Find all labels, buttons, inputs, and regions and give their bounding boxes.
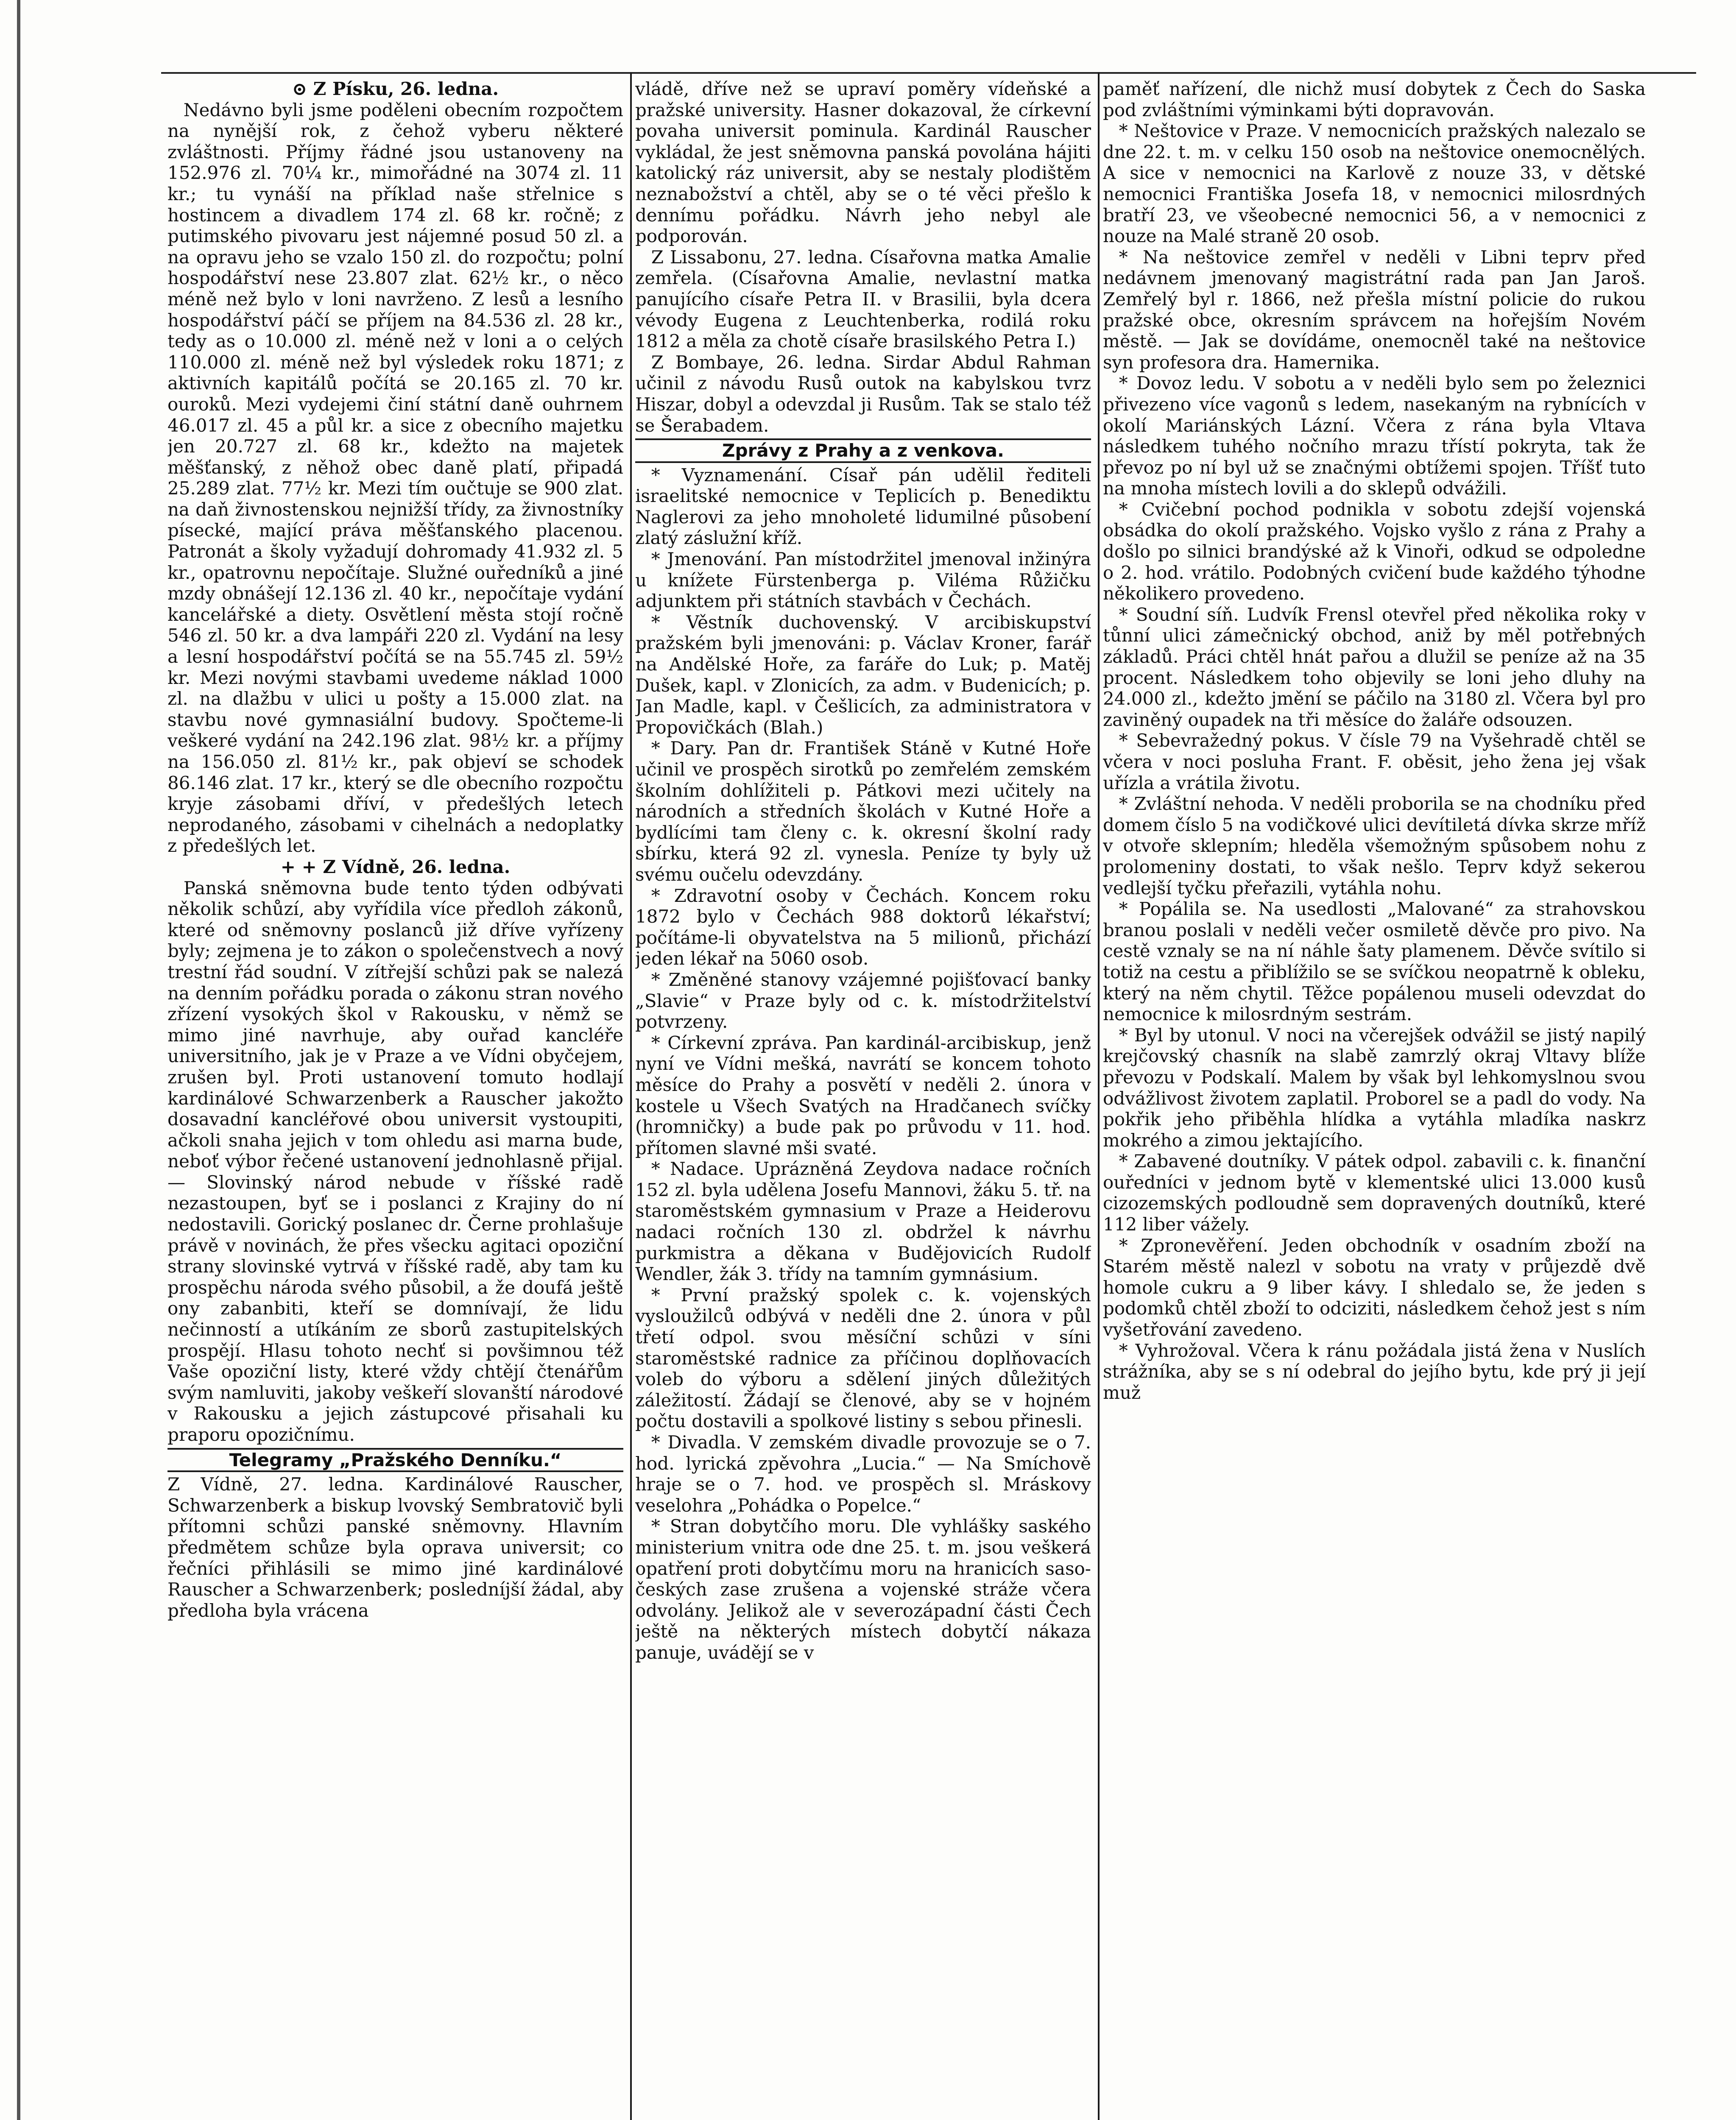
news-item-cont: paměť nařízení, dle nichž musí dobytek z Čech do Saska pod zvláštními výminkami býti dopravován. (1103, 78, 1646, 120)
news-item: * Zpronevěření. Jeden obchodník v osadním zboží na Starém městě nalezl v sobotu na vraty v průjezdě dvě homole cukru a 9 liber kávy. I shledalo se, že jeden s podomků chtěl zboží to odciziti, následkem čehož jest s ním vyšetřování zavedeno. (1103, 1235, 1646, 1340)
news-item: * Byl by utonul. V noci na včerejšek odvážil se jistý napilý krejčovský chasník na slabě zamrzlý okraj Vltavy blíže převozu v Podskalí. Malem by však byl lehkomyslnou svou odvážlivost životem zaplatil. Proborel se a padl do vody. Na pokřik jeho přiběhla hlídka a vytáhla mladíka naskrz mokrého a zimou jektajícího. (1103, 1024, 1646, 1151)
news-item: * Dary. Pan dr. František Stáně v Kutné Hoře učinil ve prospěch sirotků po zemřelém zemském školním dohlížiteli p. Pátkovi mezi učitely na národních a středních školách v Kutné Hoře a bydlícími tam členy c. k. okresní školní rady sbírku, která 92 zl. vynesla. Peníze ty byly už svému oučelu odevzdány. (635, 738, 1091, 885)
news-item: * Sebevražedný pokus. V čísle 79 na Vyšehradě chtěl se včera v noci posluha Frant. F. oběsit, jeho žena jej však uřízla a vrátila životu. (1103, 730, 1646, 793)
telegram-bombay: Z Bombaye, 26. ledna. Sirdar Abdul Rahman učinil z návodu Rusů outok na kabylskou tvrz Hiszar, dobyl a odevzdal ji Rusům. Tak se stalo též se Šerabadem. (635, 351, 1091, 436)
telegram-vienna: Z Vídně, 27. ledna. Kardinálové Rauscher, Schwarzenberk a biskup lvovský Sembratovič byli přítomni schůzi panské sněmovny. Hlavním předmětem schůze byla oprava universit; co řečníci přihlásili se mimo jiné kardinálové Rauscher a Schwarzenberk; posledníjší žádal, aby předloha byla vrácena (167, 1474, 623, 1621)
news-item: * Vyhrožoval. Včera k ránu požádala jistá žena v Nuslích strážníka, aby se s ní odebral do jejího bytu, kde prý ji její muž (1103, 1340, 1646, 1403)
column-2 (635, 78, 1091, 1663)
news-item: * Vyznamenání. Císař pán udělil řediteli israelitské nemocnice v Teplicích p. Benediktu Naglerovi za jeho mnoholeté lidumilné působení zlatý záslužní kříž. (635, 464, 1091, 549)
telegrams-heading: Telegramy „Pražského Denníku.“ (167, 1448, 623, 1473)
news-item: * Církevní zpráva. Pan kardinál-arcibiskup, jenž nyní ve Vídni mešká, navrátí se koncem tohoto měsíce do Prahy a posvětí v neděli 2. února v kostele u Všech Svatých na Hradčanech svíčky (hromničky) a bude pak po průvodu v 11. hod. přítomen slavné mši svaté. (635, 1032, 1091, 1158)
news-item: * Popálila se. Na usedlosti „Malované“ za strahovskou branou poslali v neděli večer osmiletě děvče pro pivo. Na cestě vznaly se na ní náhle šaty plamenem. Děvče svítilo si totiž na cestu a přiblížilo se se svíčkou neopatrně k obleku, který na něm chytil. Těžce popálenou museli odevzdat do nemocnice k milosrdným sestrám. (1103, 898, 1646, 1025)
column-1 (167, 78, 623, 1621)
news-item: * První pražský spolek c. k. vojenských vysloužilců odbývá v neděli dne 2. února v půl třetí odpol. svou měsíční schůzi v síni staroměstské radnice za příčinou doplňovacích voleb do výboru a sdělení jiných důležitých záležitostí. Žádají se členové, aby se v hojném počtu dostavili a spolkové listiny s sebou přinesli. (635, 1284, 1091, 1432)
news-item: * Neštovice v Praze. V nemocnicích pražských nalezalo se dne 22. t. m. v celku 150 osob na neštovice onemocnělých. A sice v nemocnici na Karlově z nouze 33, v dětské nemocnici Františka Josefa 18, v nemocnici milosrdných bratří 23, ve všeobecné nemocnici 56, a v nemocnici z nouze na Malé straně 20 osob. (1103, 120, 1646, 247)
news-item: * Jmenování. Pan místodržitel jmenoval inžinýra u knížete Fürstenberga p. Viléma Růžičku adjunktem při státních stavbách v Čechách. (635, 549, 1091, 612)
news-item: * Zvláštní nehoda. V neděli proborila se na chodníku před domem číslo 5 na vodičkové ulici devítiletá dívka skrze mříž v otvoře sklepním; hleděla všemožným spůsobem nohu z prolomeniny dostati, to však nešlo. Teprv když sekerou vedlejší tyčku přeřazili, vytáhla nohu. (1103, 793, 1646, 898)
news-item: * Věstník duchovenský. V arcibiskupství pražském byli jmenováni: p. Václav Kroner, farář na Andělské Hoře, za faráře do Luk; p. Matěj Dušek, kapl. v Zlonicích, za adm. v Budenicích; p. Jan Madle, kapl. v Češlicích, za administratora v Propovičkách (Blah.) (635, 611, 1091, 738)
article-pisek: Nedávno byli jsme poděleni obecním rozpočtem na nynější rok, z čehož vyberu některé zvláštnosti. Příjmy řádné jsou ustanoveny na 152.976 zl. 70¼ kr., mimořádné na 3074 zl. 11 kr.; tu vynáší na příklad naše střelnice s hostincem a divadlem 174 zl. 68 kr. ročně; z putimského pivovaru jest nájemné posud 50 zl. a na opravu jeho se vzalo 150 zl. do rozpočtu; polní hospodářství nese 23.807 zlat. 62½ kr., o něco méně než bylo v loni navrženo. Z lesů a lesního hospodářství páčí se příjem na 84.536 zl. 28 kr., tedy as o 10.000 zl. méně než v loni a o celých 110.000 zl. méně než byl výsledek roku 1871; z aktivních kapitálů počítá se 20.165 zl. 70 kr. ouroků. Mezi vydejemi činí státní daně ouhrnem 46.017 zl. 45 a půl kr. a sice z obecního majetku jen 20.727 zl. 68 kr., kdežto na majetek měšťanský, z něhož obec daně platí, připadá 25.289 zlat. 77½ kr. Mezi tím oučtuje se 900 zlat. na daň živnostenskou nejnižší třídy, za živnostníky písecké, mající práva měšťanského placenou. Patronát a školy vyžadují dohromady 41.932 zl. 5 kr., opatrovnu nepočítaje. Služné ouředníků a jiné mzdy obnášejí 12.136 zl. 40 kr., nepočítaje vydání kancelářské a diety. Osvětlení města stojí ročně 546 zl. 50 kr. a dva lampáři 220 zl. Vydání na lesy a lesní hospodářství počítá se na 55.745 zl. 59½ kr. Mezi novými stavbami uvedeme náklad 1000 zl. na dlažbu v ulici u pošty a 15.000 zlat. na stavbu nové gymnasiální budovy. Spočteme-li veškeré vydání na 242.196 zlat. 98½ kr. a příjmy na 156.050 zl. 81½ kr., pak objeví se schodek 86.146 zlat. 17 kr., který se dle obecního rozpočtu kryje zásobami dříví, v předešlých letech neprodaného, zásobami v cihelnách a nedoplatky z předešlých let. (167, 99, 623, 856)
article-vienna: Panská sněmovna bude tento týden odbývati několik schůzí, aby vyřídila více předloh zákonů, které od sněmovny poslanců již dříve vyřízeny byly; zejmena je to zákon o společenstvech a nový trestní řád soudní. V zítřejší schůzi pak se nalezá na denním pořádku porada o zákonu stran nového zřízení vysokých škol v Rakousku, v němž se mimo jiné navrhuje, aby ouřad kancléře universitního, jak je v Praze a ve Vídni obyčejem, zrušen byl. Proti ustanovení tomuto hodlají kardinálové Schwarzenberk a Rauscher jakožto dosavadní kancléřové obou universit vystoupiti, ačkoli snaha jejich v tom ohledu asi marna bude, neboť výbor řečené ustanovení jednohlasně přijal. — Slovinský národ nebude v říšské radě nezastoupen, byť se i poslanci z Krajiny do ní nedostavili. Gorický poslanec dr. Černe prohlašuje právě v novinách, že přes všecku agitaci opoziční strany slovinské vytrvá v říšské radě, aby tam ku prospěchu národa svého působil, a že doufá ještě ony zabanbiti, kteří se domnívají, že lidu nečinností a utíkáním ze sborů zastupitelských prospějí. Hlasu tohoto nechť si povšimnou též Vaše opoziční listy, které vždy chtějí čtenářům svým namluviti, jakoby veškeří slovanští národové v Rakousku a jejich zástupcové přisahali ku praporu opozičnímu. (167, 877, 623, 1445)
news-item: * Dovoz ledu. V sobotu a v neděli bylo sem po železnici přivezeno více vagonů s ledem, nasekaným na rybnících v okolí Mariánských Lázní. Včera z rána byla Vltava následkem tuhého nočního mrazu třístí pokryta, tak že převoz po ní byl už se značnými obtížemi spojen. Tříšť tuto na mnoha místech lovili a do sklepů odvážili. (1103, 373, 1646, 499)
dateline-vienna: + + Z Vídně, 26. ledna. (280, 856, 511, 877)
news-item: * Soudní síň. Ludvík Frensl otevřel před několika roky v tůnní ulici zámečnický obchod, aniž by měl potřebných základů. Práci chtěl hnát pařou a dlužil se peníze až na 35 procent. Následkem toho objevily se loni jeho dluhy na 24.000 zl., kdežto jmění se páčilo na 3180 zl. Včera byl pro zaviněný oupadek na tři měsíce do žaláře odsouzen. (1103, 604, 1646, 730)
telegram-vienna-cont: vládě, dříve než se upraví poměry vídeňské a pražské university. Hasner dokazoval, že církevní povaha universit pominula. Kardinál Rauscher vykládal, že jest sněmovna panská povolána hájiti katolický ráz universit, aby se nestaly plodištěm neznabožství a chtěl, aby se o té věci přešlo k dennímu pořádku. Návrh jeho nebyl ale podporován. (635, 78, 1091, 247)
news-item: * Stran dobytčího moru. Dle vyhlášky saského ministerium vnitra ode dne 25. t. m. jsou veškerá opatření proti dobytčímu moru na hranicích saso-českých zase zrušena a vojenské stráže včera odvolány. Jelikož ale v severozápadní části Čech ještě na některých místech dobytčí nákaza panuje, uvádějí se v (635, 1516, 1091, 1663)
news-item: * Na neštovice zemřel v neděli v Libni teprv před nedávnem jmenovaný magistrátní rada pan Jan Jaroš. Zemřelý byl r. 1866, než přešla místní policie do rukou pražské obce, okresním správcem na hořejším Novém městě. — Jak se dovídáme, onemocněl také na neštovice syn profesora dra. Hamernika. (1103, 246, 1646, 373)
column-rule-2 (1098, 72, 1100, 2120)
top-rule (161, 72, 1696, 74)
column-rule-1 (630, 72, 632, 2120)
news-item: * Cvičební pochod podnikla v sobotu zdejší vojenská obsádka do okolí pražského. Vojsko vyšlo z rána z Prahy a došlo po silnici brandýské až k Vinoři, odkud se odpoledne o 2. hod. vrátilo. Podobných cvičení bude každého týhodne několikero provedeno. (1103, 499, 1646, 604)
local-news-heading: Zprávy z Prahy a z venkova. (635, 438, 1091, 463)
telegram-lisbon: Z Lissabonu, 27. ledna. Císařovna matka Amalie zemřela. (Císařovna Amalie, nevlastní matka panujícího císaře Petra II. v Brasilii, byla dcera vévody Eugena z Leuchtenberka, rodilá roku 1812 a měla za chotě císaře brasilského Petra I.) (635, 246, 1091, 352)
column-3 (1103, 78, 1646, 1403)
news-item: * Změněné stanovy vzájemné pojišťovací banky „Slavie“ v Praze byly od c. k. místodržitelství potvrzeny. (635, 969, 1091, 1032)
dateline-pisek: ⊙ Z Písku, 26. ledna. (292, 78, 499, 99)
news-item: * Zdravotní osoby v Čechách. Koncem roku 1872 bylo v Čechách 988 doktorů lékařství; počítáme-li obyvatelstva na 5 milionů, přichází jeden lékař na 5060 osob. (635, 885, 1091, 969)
page-edge (17, 0, 20, 2120)
news-item: * Nadace. Uprázněná Zeydova nadace ročních 152 zl. byla udělena Josefu Mannovi, žáku 5. tř. na staroměstském gymnasium v Praze a Heiderovu nadaci ročních 130 zl. obdržel k návrhu purkmistra a děkana v Budějovicích Rudolf Wendler, žák 3. třídy na tamním gymnásium. (635, 1158, 1091, 1285)
news-item: * Zabavené doutníky. V pátek odpol. zabavili c. k. finanční ouředníci v jednom bytě v klementské ulici 13.000 kusů cizozemských podloudně sem dopravených doutníků, které 112 liber vážely. (1103, 1151, 1646, 1235)
news-item: * Divadla. V zemském divadle provozuje se o 7. hod. lyrická zpěvohra „Lucia.“ — Na Smíchově hraje se o 7. hod. ve prospěch sl. Mráskovy veselohra „Pohádka o Popelce.“ (635, 1432, 1091, 1516)
